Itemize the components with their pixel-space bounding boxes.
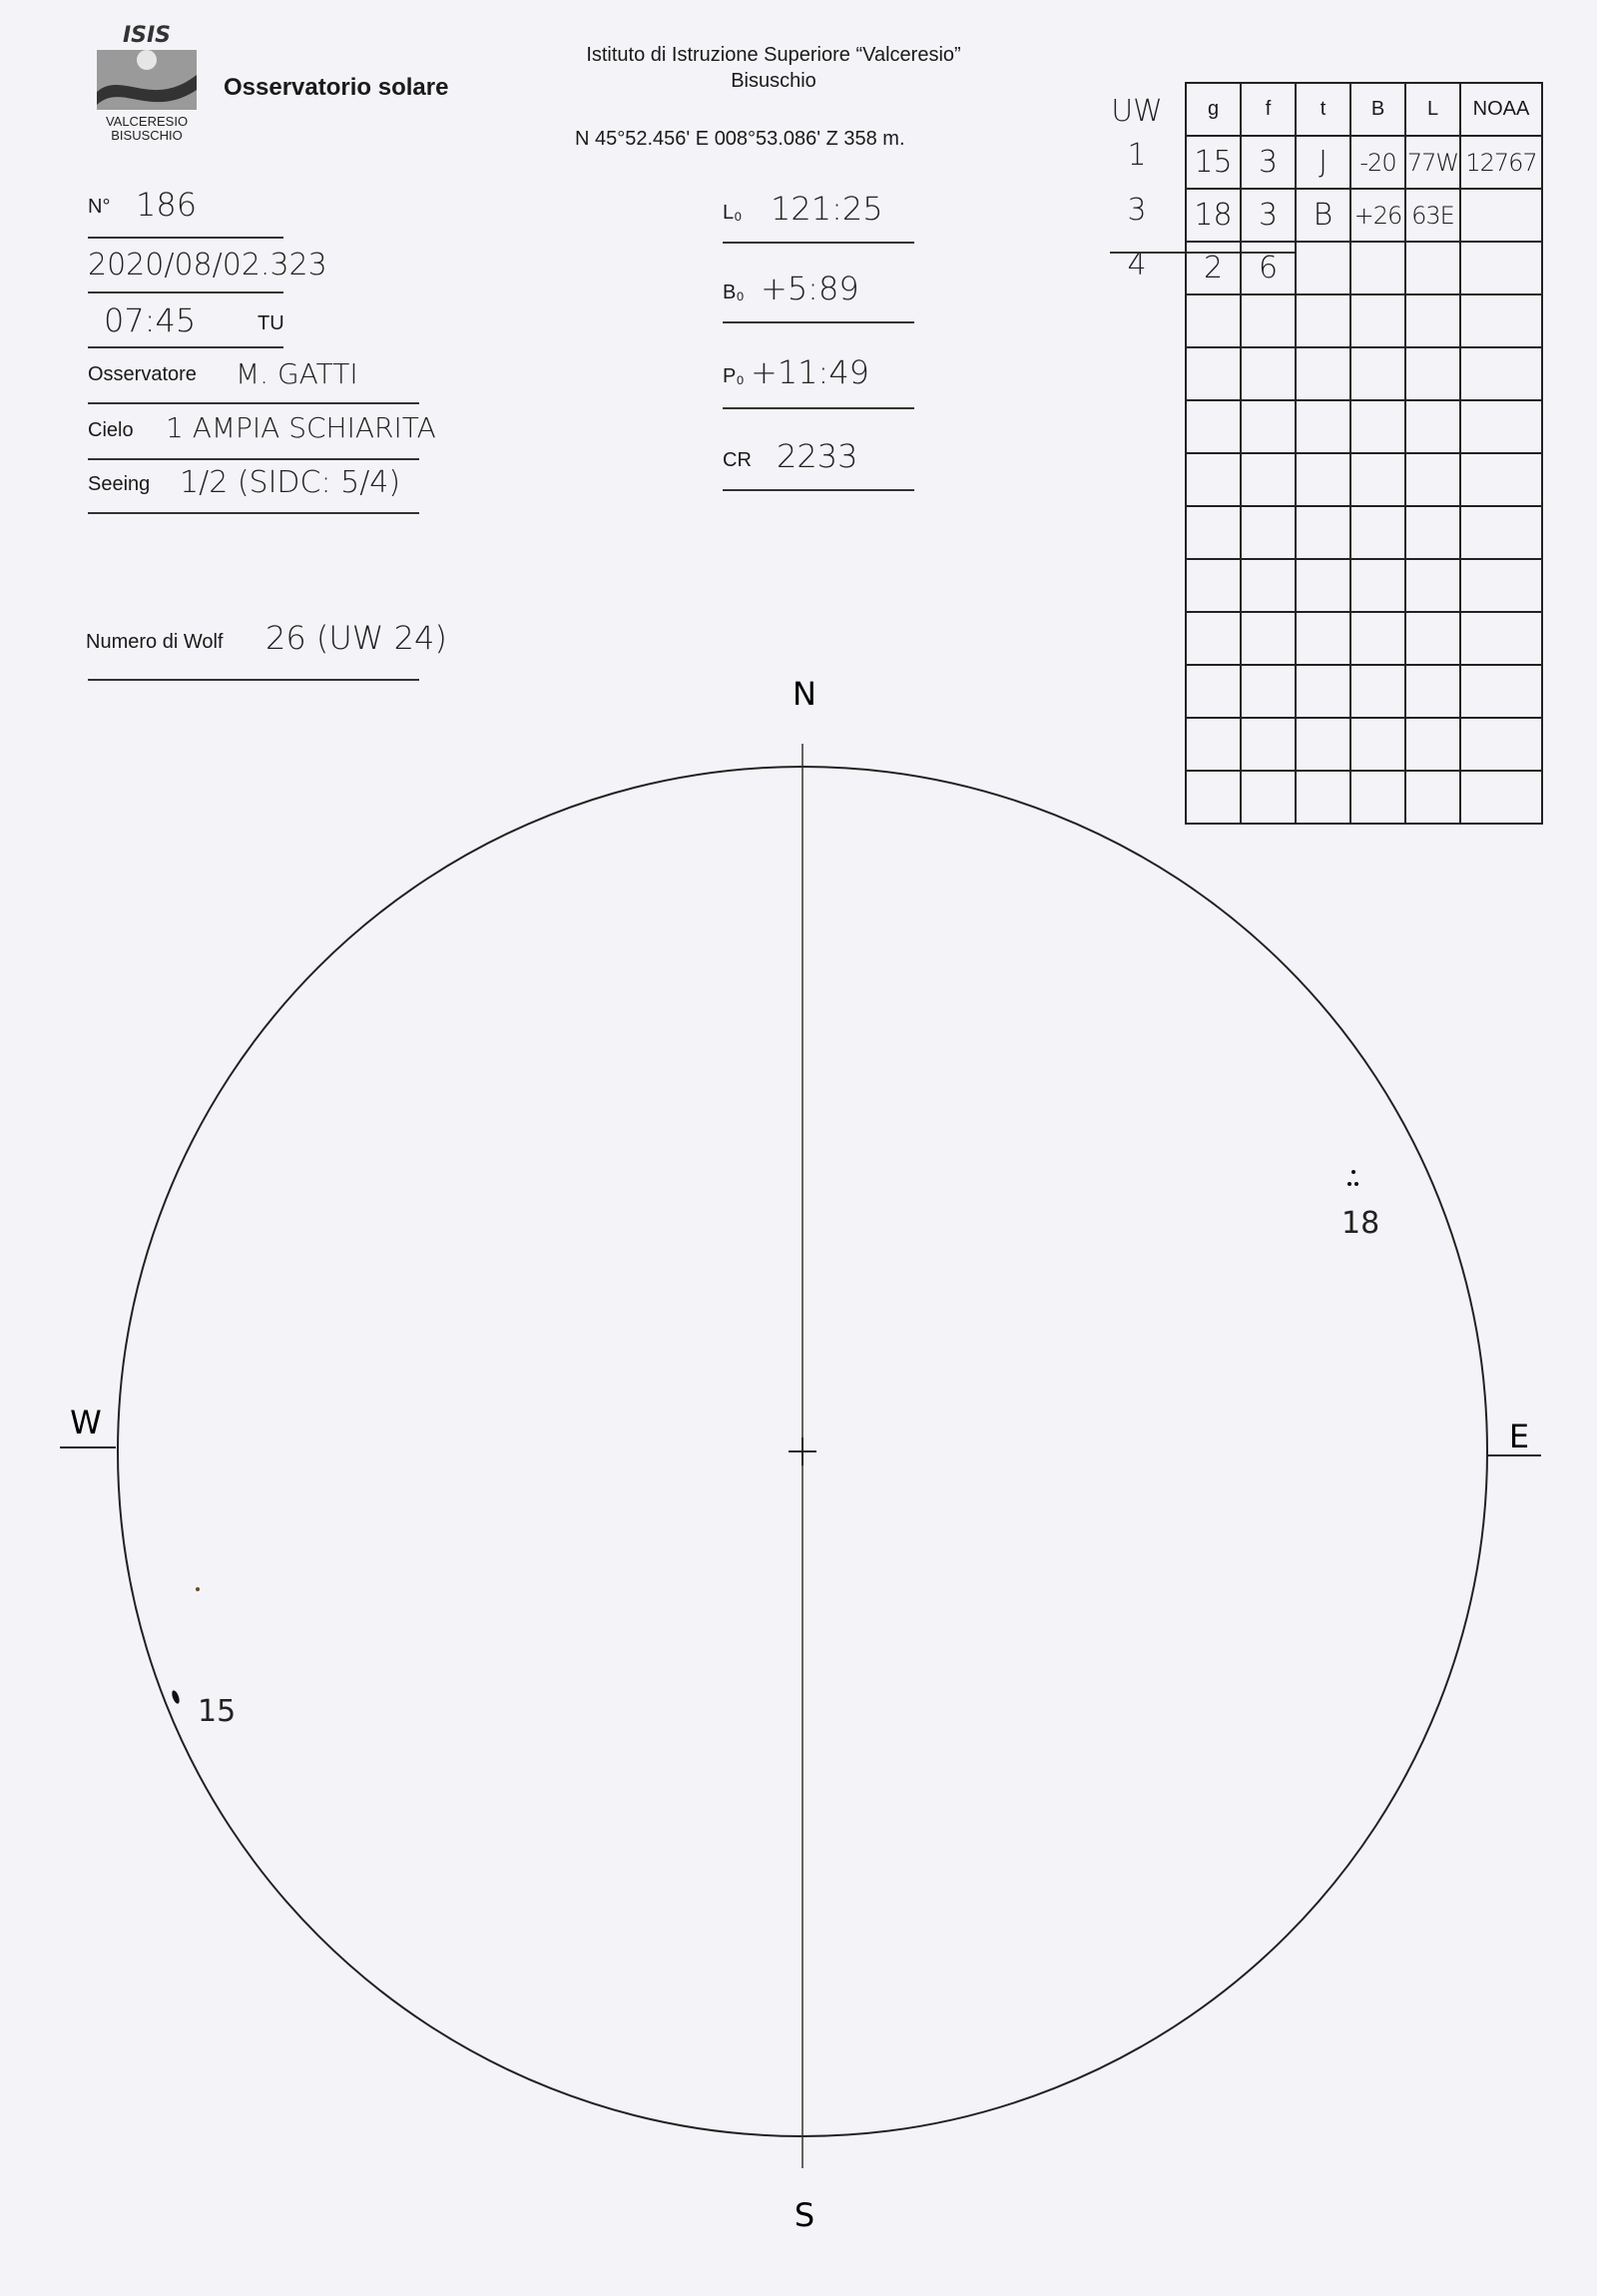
seeing-value: 1/2 (SIDC: 5/4) [180, 465, 401, 500]
column-header-l: L [1405, 83, 1460, 136]
cell-t [1296, 612, 1350, 665]
cell-g [1186, 347, 1241, 400]
cell-g [1186, 400, 1241, 453]
table-row [1186, 347, 1542, 400]
cell-t [1296, 665, 1350, 718]
sunspot [171, 1689, 181, 1704]
west-label: W [70, 1404, 102, 1441]
observatory-coordinates: N 45°52.456' E 008°53.086' Z 358 m. [575, 128, 905, 150]
cell-f [1241, 347, 1296, 400]
cell-g [1186, 612, 1241, 665]
time-underline [88, 346, 283, 348]
cell-noaa [1460, 453, 1542, 506]
column-header-b: B [1350, 83, 1405, 136]
cell-b [1350, 400, 1405, 453]
cell-f [1241, 506, 1296, 559]
table-header-row [1186, 83, 1542, 136]
uw-value: 4 [1127, 248, 1147, 283]
table-row [1186, 136, 1542, 189]
cell-b [1350, 242, 1405, 294]
cell-t: J [1296, 136, 1350, 189]
cell-g [1186, 453, 1241, 506]
cell-g: 18 [1186, 189, 1241, 242]
table-row [1186, 506, 1542, 559]
cell-l [1405, 347, 1460, 400]
date-underline [88, 291, 283, 293]
cell-f [1241, 612, 1296, 665]
cr-label: CR [723, 449, 752, 471]
cell-l [1405, 294, 1460, 347]
cell-f: 3 [1241, 189, 1296, 242]
sunspot [196, 1587, 200, 1591]
cell-l [1405, 771, 1460, 824]
cell-b [1350, 294, 1405, 347]
time-unit: TU [258, 312, 284, 334]
group-label-18: 18 [1341, 1206, 1380, 1241]
south-label: S [794, 2196, 815, 2234]
group-label-15: 15 [198, 1694, 237, 1729]
cell-t [1296, 242, 1350, 294]
cell-g [1186, 665, 1241, 718]
cell-t: B [1296, 189, 1350, 242]
cell-f: 6 [1241, 242, 1296, 294]
cell-noaa: 12767 [1460, 136, 1542, 189]
wolf-underline [88, 679, 419, 681]
cell-l [1405, 612, 1460, 665]
cell-b: -20 [1350, 136, 1405, 189]
column-header-noaa: NOAA [1460, 83, 1542, 136]
wolf-label: Numero di Wolf [86, 631, 224, 653]
cell-g [1186, 559, 1241, 612]
p0-value: +11:49 [751, 353, 870, 391]
sky-underline [88, 458, 419, 460]
cell-noaa [1460, 665, 1542, 718]
cell-g [1186, 771, 1241, 824]
uw-value: 1 [1127, 138, 1147, 173]
sky-value: 1 AMPIA SCHIARITA [166, 411, 436, 444]
sunspot [1351, 1170, 1355, 1174]
cell-noaa [1460, 771, 1542, 824]
date-value: 2020/08/02.323 [88, 248, 327, 283]
b0-label: B₀ [723, 282, 745, 303]
time-value: 07:45 [104, 301, 197, 339]
cell-t [1296, 453, 1350, 506]
column-header-g: g [1186, 83, 1241, 136]
cell-b [1350, 453, 1405, 506]
table-row [1186, 242, 1542, 294]
cell-b [1350, 506, 1405, 559]
l0-value: 121:25 [771, 190, 883, 228]
column-header-f: f [1241, 83, 1296, 136]
cell-noaa [1460, 189, 1542, 242]
school-logo [92, 20, 202, 145]
cell-f [1241, 559, 1296, 612]
cell-l [1405, 242, 1460, 294]
cell-l [1405, 506, 1460, 559]
cell-g: 15 [1186, 136, 1241, 189]
cell-f [1241, 665, 1296, 718]
cell-noaa [1460, 294, 1542, 347]
cell-b [1350, 771, 1405, 824]
sunspot-group-table [1185, 82, 1543, 825]
table-row [1186, 718, 1542, 771]
b0-value: +5:89 [761, 270, 859, 307]
seeing-label: Seeing [88, 473, 151, 495]
observer-label: Osservatore [88, 363, 197, 385]
sunspot [1347, 1182, 1351, 1186]
sunspot [1354, 1182, 1358, 1186]
cell-l [1405, 718, 1460, 771]
number-value: 186 [136, 186, 198, 224]
cell-l: 63E [1405, 189, 1460, 242]
uw-value: 3 [1127, 193, 1147, 228]
cell-noaa [1460, 718, 1542, 771]
table-row [1186, 665, 1542, 718]
cell-noaa [1460, 559, 1542, 612]
wolf-value: 26 (UW 24) [266, 619, 447, 657]
cell-f: 3 [1241, 136, 1296, 189]
cell-t [1296, 718, 1350, 771]
cell-f [1241, 400, 1296, 453]
logo-caption-1: VALCERESIO [105, 114, 189, 129]
seeing-underline [88, 512, 419, 514]
observer-value: M. GATTI [236, 357, 358, 390]
cell-t [1296, 506, 1350, 559]
cell-t [1296, 294, 1350, 347]
cell-t [1296, 771, 1350, 824]
cell-b [1350, 718, 1405, 771]
cell-b [1350, 347, 1405, 400]
cell-t [1296, 559, 1350, 612]
table-row [1186, 612, 1542, 665]
east-label: E [1508, 1418, 1530, 1455]
cell-g [1186, 294, 1241, 347]
institute-place: Bisuschio [731, 70, 816, 92]
table-row [1186, 453, 1542, 506]
solar-disc-outline [118, 767, 1487, 2136]
table-row [1186, 559, 1542, 612]
observer-underline [88, 402, 419, 404]
column-header-t: t [1296, 83, 1350, 136]
cell-g [1186, 506, 1241, 559]
cell-noaa [1460, 400, 1542, 453]
uw-header: UW [1111, 94, 1163, 129]
cell-noaa [1460, 506, 1542, 559]
table-row [1186, 294, 1542, 347]
b0-underline [723, 321, 914, 323]
cell-b [1350, 612, 1405, 665]
cr-value: 2233 [777, 437, 858, 475]
cell-l [1405, 453, 1460, 506]
cell-l [1405, 559, 1460, 612]
p0-underline [723, 407, 914, 409]
cell-b [1350, 665, 1405, 718]
cell-b [1350, 559, 1405, 612]
cell-t [1296, 347, 1350, 400]
cr-underline [723, 489, 914, 491]
cell-g [1186, 718, 1241, 771]
logo-text: ISIS [122, 23, 172, 48]
institute-name: Istituto di Istruzione Superiore “Valceresio” [586, 44, 961, 66]
cell-l: 77W [1405, 136, 1460, 189]
cell-b: +26 [1350, 189, 1405, 242]
north-label: N [793, 675, 816, 713]
p0-label: P₀ [723, 365, 745, 387]
cell-noaa [1460, 242, 1542, 294]
cell-t [1296, 400, 1350, 453]
logo-caption-2: BISUSCHIO [111, 128, 183, 143]
page-title: Osservatorio solare [224, 74, 449, 101]
table-row [1186, 189, 1542, 242]
table-row [1186, 400, 1542, 453]
cell-l [1405, 665, 1460, 718]
cell-f [1241, 718, 1296, 771]
l0-underline [723, 242, 914, 244]
l0-label: L₀ [723, 202, 743, 224]
cell-f [1241, 771, 1296, 824]
cell-l [1405, 400, 1460, 453]
cell-f [1241, 453, 1296, 506]
cell-noaa [1460, 347, 1542, 400]
cell-noaa [1460, 612, 1542, 665]
cell-g: 2 [1186, 242, 1241, 294]
number-underline [88, 237, 283, 239]
table-row [1186, 771, 1542, 824]
cell-f [1241, 294, 1296, 347]
number-label: N° [88, 196, 111, 218]
sky-label: Cielo [88, 419, 134, 441]
